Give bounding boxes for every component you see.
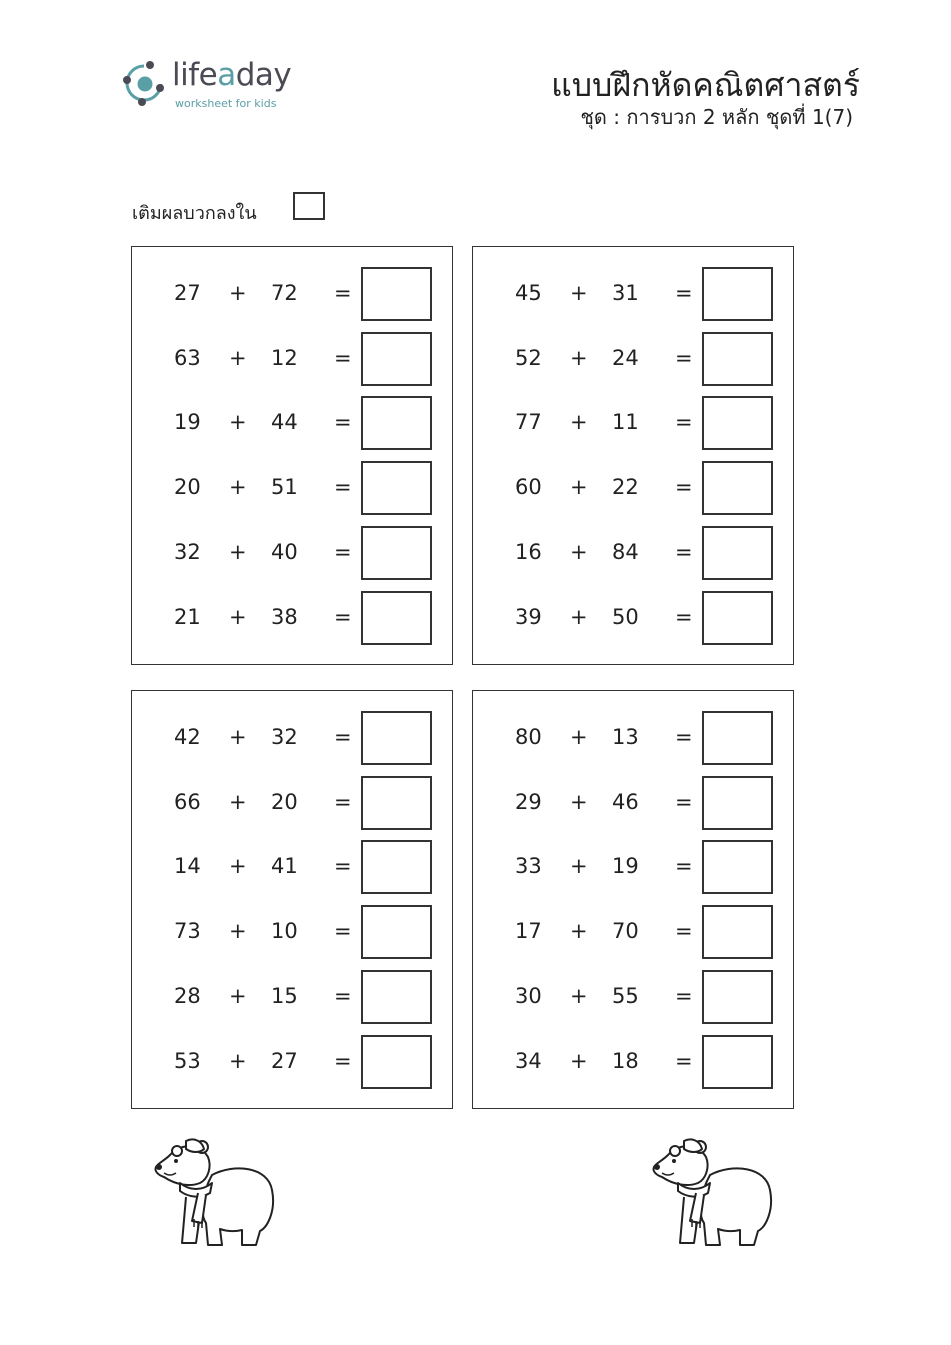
problem-row <box>473 396 793 450</box>
problem-row <box>132 396 452 450</box>
second-addend: 27 <box>271 1048 298 1073</box>
problem-panel-bottom-right <box>472 690 794 1109</box>
first-addend: 16 <box>515 539 542 564</box>
equals-sign: = <box>675 345 693 370</box>
first-addend: 73 <box>174 919 201 944</box>
answer-box[interactable] <box>361 776 432 830</box>
second-addend: 12 <box>271 345 298 370</box>
equals-sign: = <box>675 281 693 305</box>
first-addend: 42 <box>174 725 201 749</box>
problem-row <box>132 332 452 386</box>
first-addend: 28 <box>174 983 201 1008</box>
problem-panel-top-right <box>472 246 794 665</box>
answer-box[interactable] <box>702 776 773 830</box>
problem-row <box>473 905 793 959</box>
equals-sign: = <box>675 725 693 749</box>
equals-sign: = <box>675 604 693 629</box>
second-addend: 50 <box>612 604 639 629</box>
instruction-sample-box <box>293 192 325 220</box>
plus-sign: + <box>570 345 588 370</box>
problem-row <box>132 591 452 645</box>
equals-sign: = <box>675 475 693 500</box>
first-addend: 33 <box>515 854 542 879</box>
problem-panel-top-left <box>131 246 453 665</box>
equals-sign: = <box>675 1048 693 1073</box>
equals-sign: = <box>334 345 352 370</box>
problem-row <box>132 711 452 765</box>
equals-sign: = <box>675 854 693 879</box>
problem-row <box>132 461 452 515</box>
equals-sign: = <box>334 1048 352 1073</box>
first-addend: 17 <box>515 919 542 944</box>
plus-sign: + <box>229 475 247 500</box>
plus-sign: + <box>570 410 588 435</box>
first-addend: 19 <box>174 410 201 435</box>
plus-sign: + <box>570 983 588 1008</box>
second-addend: 44 <box>271 410 298 435</box>
answer-box[interactable] <box>702 591 773 645</box>
first-addend: 66 <box>174 789 201 814</box>
first-addend: 52 <box>515 345 542 370</box>
problem-row <box>132 1035 452 1089</box>
first-addend: 45 <box>515 281 542 305</box>
plus-sign: + <box>570 281 588 305</box>
polar-bear-with-scarf-icon <box>150 1135 280 1250</box>
equals-sign: = <box>675 789 693 814</box>
instruction-text: เติมผลบวกลงใน <box>132 203 257 224</box>
second-addend: 24 <box>612 345 639 370</box>
second-addend: 10 <box>271 919 298 944</box>
first-addend: 53 <box>174 1048 201 1073</box>
problem-row <box>473 711 793 765</box>
equals-sign: = <box>675 919 693 944</box>
plus-sign: + <box>570 1048 588 1073</box>
second-addend: 51 <box>271 475 298 500</box>
first-addend: 29 <box>515 789 542 814</box>
first-addend: 20 <box>174 475 201 500</box>
answer-box[interactable] <box>702 970 773 1024</box>
plus-sign: + <box>229 604 247 629</box>
equals-sign: = <box>334 475 352 500</box>
plus-sign: + <box>229 725 247 749</box>
second-addend: 18 <box>612 1048 639 1073</box>
polar-bear-with-scarf-icon <box>648 1135 778 1250</box>
second-addend: 19 <box>612 854 639 879</box>
problem-panel-bottom-left <box>131 690 453 1109</box>
second-addend: 72 <box>271 281 298 305</box>
answer-box[interactable] <box>702 332 773 386</box>
worksheet-subtitle: ชุด : การบวก 2 หลัก ชุดที่ 1(7) <box>580 105 853 129</box>
plus-sign: + <box>229 789 247 814</box>
first-addend: 14 <box>174 854 201 879</box>
problem-row <box>132 905 452 959</box>
second-addend: 46 <box>612 789 639 814</box>
plus-sign: + <box>229 410 247 435</box>
problem-row <box>132 267 452 321</box>
first-addend: 63 <box>174 345 201 370</box>
second-addend: 84 <box>612 539 639 564</box>
equals-sign: = <box>334 539 352 564</box>
answer-box[interactable] <box>361 1035 432 1089</box>
plus-sign: + <box>570 539 588 564</box>
problem-row <box>473 267 793 321</box>
equals-sign: = <box>334 983 352 1008</box>
problem-row <box>473 332 793 386</box>
plus-sign: + <box>570 475 588 500</box>
second-addend: 20 <box>271 789 298 814</box>
plus-sign: + <box>229 983 247 1008</box>
plus-sign: + <box>229 919 247 944</box>
molecule-logo-icon <box>120 58 170 108</box>
second-addend: 11 <box>612 410 639 435</box>
answer-box[interactable] <box>361 526 432 580</box>
answer-box[interactable] <box>702 840 773 894</box>
answer-box[interactable] <box>361 591 432 645</box>
plus-sign: + <box>570 789 588 814</box>
equals-sign: = <box>334 725 352 749</box>
answer-box[interactable] <box>702 1035 773 1089</box>
plus-sign: + <box>229 281 247 305</box>
equals-sign: = <box>334 281 352 305</box>
equals-sign: = <box>675 983 693 1008</box>
plus-sign: + <box>570 854 588 879</box>
first-addend: 39 <box>515 604 542 629</box>
second-addend: 41 <box>271 854 298 879</box>
second-addend: 70 <box>612 919 639 944</box>
second-addend: 32 <box>271 725 298 749</box>
answer-box[interactable] <box>702 711 773 765</box>
problem-row <box>473 526 793 580</box>
equals-sign: = <box>675 539 693 564</box>
problem-row <box>473 970 793 1024</box>
problem-row <box>132 526 452 580</box>
equals-sign: = <box>334 919 352 944</box>
plus-sign: + <box>229 854 247 879</box>
problem-row <box>473 591 793 645</box>
answer-box[interactable] <box>361 267 432 321</box>
equals-sign: = <box>334 604 352 629</box>
logo-tagline: worksheet for kids <box>175 97 277 110</box>
problem-row <box>132 776 452 830</box>
equals-sign: = <box>334 410 352 435</box>
second-addend: 38 <box>271 604 298 629</box>
problem-row <box>473 840 793 894</box>
plus-sign: + <box>229 539 247 564</box>
problem-row <box>473 1035 793 1089</box>
second-addend: 13 <box>612 725 639 749</box>
lifeaday-logo <box>120 58 320 113</box>
answer-box[interactable] <box>361 905 432 959</box>
answer-box[interactable] <box>702 905 773 959</box>
equals-sign: = <box>334 854 352 879</box>
plus-sign: + <box>229 345 247 370</box>
answer-box[interactable] <box>361 332 432 386</box>
plus-sign: + <box>570 604 588 629</box>
answer-box[interactable] <box>361 970 432 1024</box>
problem-row <box>132 970 452 1024</box>
problem-row <box>132 840 452 894</box>
answer-box[interactable] <box>702 267 773 321</box>
logo-wordmark: lifeaday <box>172 57 292 93</box>
first-addend: 80 <box>515 725 542 749</box>
first-addend: 60 <box>515 475 542 500</box>
answer-box[interactable] <box>361 711 432 765</box>
first-addend: 27 <box>174 281 201 305</box>
plus-sign: + <box>229 1048 247 1073</box>
second-addend: 31 <box>612 281 639 305</box>
second-addend: 40 <box>271 539 298 564</box>
first-addend: 34 <box>515 1048 542 1073</box>
plus-sign: + <box>570 919 588 944</box>
answer-box[interactable] <box>702 396 773 450</box>
answer-box[interactable] <box>702 526 773 580</box>
answer-box[interactable] <box>361 461 432 515</box>
first-addend: 32 <box>174 539 201 564</box>
problem-row <box>473 776 793 830</box>
second-addend: 15 <box>271 983 298 1008</box>
equals-sign: = <box>675 410 693 435</box>
second-addend: 55 <box>612 983 639 1008</box>
plus-sign: + <box>570 725 588 749</box>
answer-box[interactable] <box>361 840 432 894</box>
problem-row <box>473 461 793 515</box>
answer-box[interactable] <box>361 396 432 450</box>
first-addend: 21 <box>174 604 201 629</box>
equals-sign: = <box>334 789 352 814</box>
first-addend: 77 <box>515 410 542 435</box>
first-addend: 30 <box>515 983 542 1008</box>
second-addend: 22 <box>612 475 639 500</box>
answer-box[interactable] <box>702 461 773 515</box>
worksheet-title: แบบฝึกหัดคณิตศาสตร์ <box>551 66 860 104</box>
